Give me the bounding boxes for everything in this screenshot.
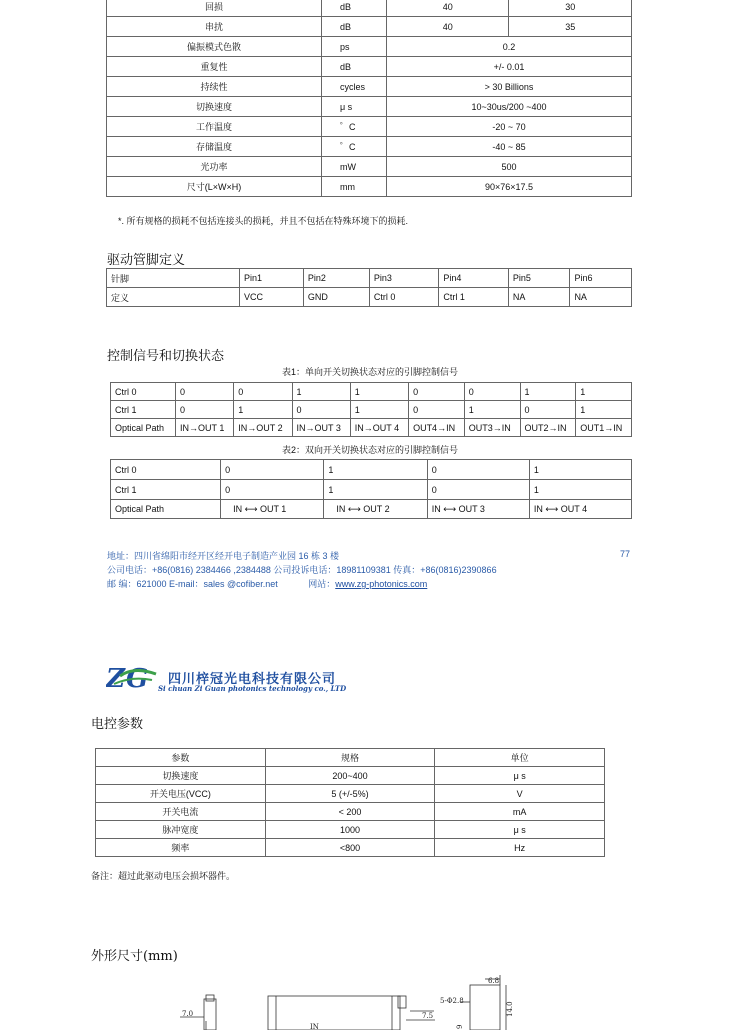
electrical-cell: 开关电流 [96,803,266,821]
electrical-cell: V [435,785,605,803]
spec-value: +/- 0.01 [387,57,632,77]
spec-row [107,77,632,97]
electrical-cell: 切换速度 [96,767,266,785]
spec-unit: dB [322,57,387,77]
control-table-2 [110,459,632,519]
spec-row [107,137,632,157]
table1-cell: OUT4→IN [409,419,465,437]
electrical-cell: <800 [265,839,435,857]
electrical-cell: 脉冲宽度 [96,821,266,839]
spec-param: 重复性 [107,57,322,77]
dim-label-9: 9 [456,1024,464,1029]
table1-cell: OUT2→IN [520,419,576,437]
footer-phone: 公司电话：+86(0816) 2384466 ,2384488 公司投诉电话：18981109381 传真：+86(0816)2390866 [107,565,497,575]
footer-postcode [107,577,427,590]
spec-param: 回损 [107,0,322,17]
spec-unit: mm [322,177,387,197]
electrical-section-title: 电控参数 [91,717,144,732]
pin-cell: NA [508,288,570,307]
table1-cell: 1 [464,401,520,419]
table1-cell: IN→OUT 3 [292,419,350,437]
spec-row [107,157,632,177]
table2-cell: 0 [427,480,529,500]
table2-path-cell: IN ⟷ OUT 2 [324,500,427,519]
dim-label-in: IN [310,1023,319,1030]
electrical-cell: < 200 [265,803,435,821]
table1-cell: Ctrl 1 [111,401,176,419]
pin-definition-row [107,288,632,307]
electrical-cell: 开关电压(VCC) [96,785,266,803]
electrical-header-row [96,749,605,767]
company-logo [106,664,162,694]
logo-z-letter: Z [106,664,125,694]
table2-path-cell: IN ⟷ OUT 1 [221,500,324,519]
pin-cell: Pin2 [303,269,369,288]
spec-unit: μ s [322,97,387,117]
spec-param: 持续性 [107,77,322,97]
spec-param: 切换速度 [107,97,322,117]
table1-row [111,401,632,419]
electrical-cell: 1000 [265,821,435,839]
bidirectional-arrow-icon: ⟷ [242,503,260,514]
electrical-cell: 频率 [96,839,266,857]
spec-unit: ゜C [322,117,387,137]
spec-table [106,0,632,197]
table1-cell: IN→OUT 2 [234,419,292,437]
control-table-1 [110,382,632,437]
table1-cell: 0 [234,383,292,401]
table1-cell: 0 [176,383,234,401]
footer-postcode-text: 邮 编：621000 E-mail：sales @cofiber.net [107,579,278,589]
table1-cell: Optical Path [111,419,176,437]
pin-cell: Pin5 [508,269,570,288]
spec-value: 90×76×17.5 [387,177,632,197]
table1-cell: 0 [292,401,350,419]
table1-cell: 0 [520,401,576,419]
pin-table [106,268,632,307]
spec-unit: ps [322,37,387,57]
table1-cell: 1 [350,401,408,419]
spec-row [107,97,632,117]
company-name-cn: 四川梓冠光电科技有限公司 [168,671,337,686]
electrical-row [96,803,605,821]
spec-row [107,0,632,17]
dim-label-14: 14.0 [506,1001,514,1017]
spec-row [107,37,632,57]
table1-cell: 1 [520,383,576,401]
pin-section-title: 驱动管脚定义 [107,253,186,268]
table1-cell: 1 [292,383,350,401]
table1-cell: 0 [464,383,520,401]
table2-cell: 0 [221,480,324,500]
table1-cell: 1 [576,401,632,419]
electrical-cell: Hz [435,839,605,857]
pin-cell: 针脚 [107,269,240,288]
pin-cell: Ctrl 0 [369,288,439,307]
spec-row [107,57,632,77]
table1-cell: 0 [409,383,465,401]
spec-param: 存储温度 [107,137,322,157]
pin-cell: Ctrl 1 [439,288,509,307]
pin-cell: 定义 [107,288,240,307]
dim-label-6-8: 6.8 [488,977,500,985]
page-number: 77 [620,549,631,559]
footer-address: 地址：四川省绵阳市经开区经开电子制造产业园 16 栋 3 楼 [107,551,340,561]
spec-value: 35 [509,17,632,37]
dim-label-7: 7.0 [182,1010,194,1018]
spec-value: 0.2 [387,37,632,57]
pin-cell: Pin6 [570,269,632,288]
table2-path-cell: IN ⟷ OUT 3 [427,500,529,519]
electrical-row [96,821,605,839]
table1-cell: 0 [176,401,234,419]
dimension-drawing [170,975,540,1030]
spec-value: 30 [509,0,632,17]
spec-unit: dB [322,0,387,17]
electrical-header-cell: 单位 [435,749,605,767]
bidirectional-arrow-icon: ⟷ [542,503,561,514]
spec-param: 偏振模式色散 [107,37,322,57]
table2-cell: 1 [324,460,427,480]
pin-cell: VCC [240,288,304,307]
electrical-table [95,748,605,857]
electrical-note: 备注：超过此驱动电压会损坏器件。 [91,871,236,881]
table2-row [111,460,632,480]
table2-caption: 表2：双向开关切换状态对应的引脚控制信号 [281,445,458,455]
spec-value: 40 [387,17,509,37]
table2-cell: 0 [427,460,529,480]
control-section-title: 控制信号和切换状态 [107,349,225,364]
spec-row [107,177,632,197]
pin-cell: Pin3 [369,269,439,288]
table2-cell: Optical Path [111,500,221,519]
electrical-row [96,785,605,803]
bidirectional-arrow-icon: ⟷ [440,503,459,514]
table1-cell: IN→OUT 4 [350,419,408,437]
spec-unit: mW [322,157,387,177]
table2-cell: Ctrl 1 [111,480,221,500]
electrical-cell: 200~400 [265,767,435,785]
electrical-header-cell: 规格 [265,749,435,767]
spec-value: > 30 Billions [387,77,632,97]
table2-cell: Ctrl 0 [111,460,221,480]
logo-g-letter: G [126,664,149,694]
table1-cell: OUT3→IN [464,419,520,437]
spec-param: 光功率 [107,157,322,177]
spec-param: 工作温度 [107,117,322,137]
table2-row [111,480,632,500]
website-label: 网站： [308,579,336,589]
spec-param: 串扰 [107,17,322,37]
table1-cell: OUT1→IN [576,419,632,437]
electrical-row [96,839,605,857]
table1-cell: 1 [576,383,632,401]
table2-cell: 1 [529,460,631,480]
table2-path-cell: IN ⟷ OUT 4 [529,500,631,519]
electrical-cell: 5 (+/-5%) [265,785,435,803]
table2-path-row [111,500,632,519]
company-name-en: Si chuan Zi Guan photonics technology co., LTD [158,684,347,693]
pin-cell: NA [570,288,632,307]
spec-value: 40 [387,0,509,17]
table2-cell: 1 [324,480,427,500]
dim-label-holes: 5-Φ2.8 [440,997,464,1005]
spec-param: 尺寸(L×W×H) [107,177,322,197]
table1-row [111,419,632,437]
electrical-cell: μ s [435,767,605,785]
spec-value: 500 [387,157,632,177]
loss-note: *. 所有规格的损耗不包括连接头的损耗，并且不包括在特殊环境下的损耗. [118,216,409,226]
dimension-section-title: 外形尺寸(mm) [91,949,178,964]
pin-cell: GND [303,288,369,307]
table1-caption: 表1：单向开关切换状态对应的引脚控制信号 [281,367,458,377]
dim-label-7-5: 7.5 [422,1012,434,1020]
spec-value: 10~30us/200 ~400 [387,97,632,117]
spec-row [107,117,632,137]
spec-unit: cycles [322,77,387,97]
table1-cell: IN→OUT 1 [176,419,234,437]
table1-cell: 0 [409,401,465,419]
table2-cell: 1 [529,480,631,500]
table2-cell: 0 [221,460,324,480]
bidirectional-arrow-icon: ⟷ [345,503,364,514]
electrical-header-cell: 参数 [96,749,266,767]
table1-cell: 1 [350,383,408,401]
electrical-cell: μ s [435,821,605,839]
pin-cell: Pin1 [240,269,304,288]
electrical-cell: mA [435,803,605,821]
pin-cell: Pin4 [439,269,509,288]
table1-cell: 1 [234,401,292,419]
pin-header-row [107,269,632,288]
spec-unit: dB [322,17,387,37]
spec-row [107,17,632,37]
spec-value: -20 ~ 70 [387,117,632,137]
table1-cell: Ctrl 0 [111,383,176,401]
spec-value: -40 ~ 85 [387,137,632,157]
table1-row [111,383,632,401]
website-link[interactable]: www.zg-photonics.com [335,579,428,589]
electrical-row [96,767,605,785]
spec-unit: ゜C [322,137,387,157]
